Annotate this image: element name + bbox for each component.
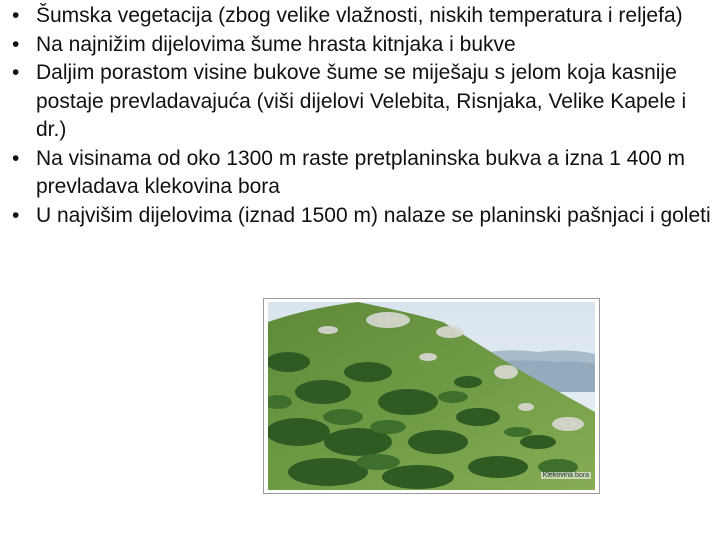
mountain-landscape-image bbox=[268, 302, 595, 490]
bullet-text: Na najnižim dijelovima šume hrasta kitnjaka i bukve bbox=[36, 32, 516, 56]
bullet-dot: • bbox=[12, 203, 20, 227]
bullet-text: Šumska vegetacija (zbog velike vlažnosti, niskih temperatura i reljefa) bbox=[36, 4, 683, 27]
bullet-item bbox=[6, 145, 716, 202]
bullet-text: Daljim porastom visine bukove šume se miješaju s jelom koja kasnije postaje prevladavajuća (viši dijelovi Velebita, Risnjaka, Velike Kapele i dr.) bbox=[36, 61, 687, 141]
bullet-dot: • bbox=[12, 61, 20, 84]
bullet-text: Na visinama od oko 1300 m raste pretplaninska bukva a izna 1 400 m prevladava klekovina bora bbox=[36, 146, 686, 198]
photo-caption: Klekovina bora bbox=[542, 472, 589, 479]
bullet-item bbox=[6, 202, 716, 231]
bullet-list bbox=[6, 2, 716, 230]
bullet-dot: • bbox=[12, 4, 20, 27]
bullet-text: U najvišim dijelovima (iznad 1500 m) nalaze se planinski pašnjaci i goleti bbox=[36, 203, 711, 227]
bullet-item bbox=[6, 2, 716, 31]
bullet-item bbox=[6, 31, 716, 60]
bullet-item bbox=[6, 59, 716, 145]
mountain-pine-photo bbox=[263, 298, 600, 494]
bullet-dot: • bbox=[12, 146, 20, 170]
bullet-dot: • bbox=[12, 32, 20, 56]
